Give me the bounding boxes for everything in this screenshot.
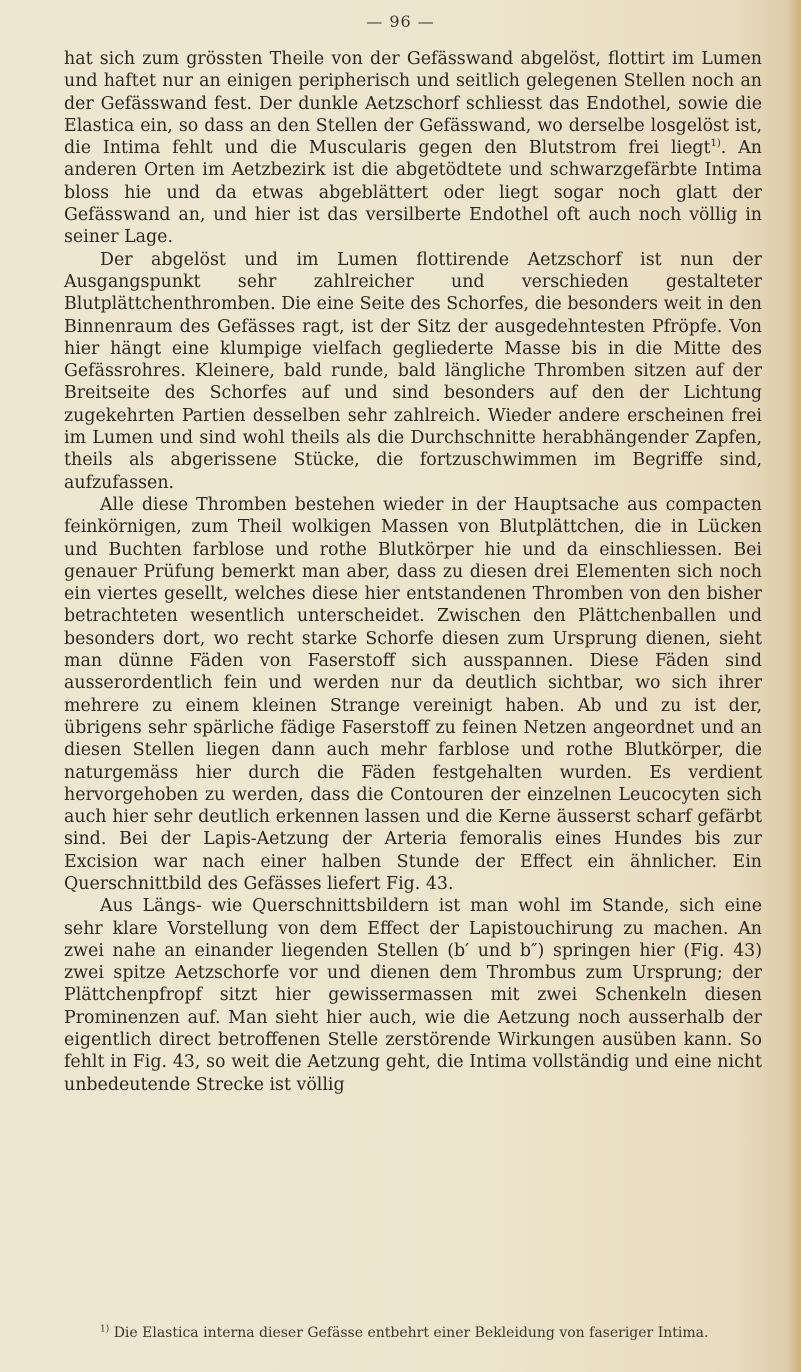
body-text (64, 48, 762, 1096)
footnote-text: Die Elastica interna dieser Gefässe entbehrt einer Bekleidung von faseriger Intima. (109, 1325, 709, 1341)
paragraph-4: Aus Längs- wie Querschnittsbildern ist man wohl im Stande, sich eine sehr klare Vorstellung von dem Effect der Lapistouchirung zu machen. An zwei nahe an einander liegenden Stellen (b′ und b″) springen hier (Fig. 43) zwei spitze Aetzschorfe vor und dienen dem Thrombus zum Ursprung; der Plättchenpfropf sitzt hier gewissermassen mit zwei Schenkeln diesen Prominenzen auf. Man sieht hier auch, wie die Aetzung noch ausserhalb der eigentlich direct betroffenen Stelle zerstörende Wirkungen ausüben kann. So fehlt in Fig. 43, so weit die Aetzung geht, die Intima vollständig und eine nicht unbedeutende Strecke ist völlig (64, 896, 762, 1095)
footnote-reference: 1) (710, 138, 721, 150)
paragraph-3: Alle diese Thromben bestehen wieder in der Hauptsache aus compacten feinkörnigen, zum Theil wolkigen Massen von Blutplättchen, die in Lücken und Buchten farblose und rothe Blutkörper hie und da einschliessen. Bei genauer Prüfung bemerkt man aber, dass zu diesen drei Elementen sich noch ein viertes gesellt, welches diese hier entstandenen Thromben von den bisher betrachteten wesentlich unterscheidet. Zwischen den Plättchenballen und besonders dort, wo recht starke Schorfe diesen zum Ursprung dienen, sieht man dünne Fäden von Faserstoff sich ausspannen. Diese Fäden sind ausserordentlich fein und werden nur da deutlich sichtbar, wo sich ihrer mehrere zu einem kleinen Strange vereinigt haben. Ab und zu ist der, übrigens sehr spärliche fädige Faserstoff zu feinen Netzen angeordnet und an diesen Stellen liegen dann auch mehr farblose und rothe Blutkörper, die naturgemäss hier durch die Fäden festgehalten wurden. Es verdient hervorgehoben zu werden, dass die Contouren der einzelnen Leucocyten sich auch hier sehr deutlich erkennen lassen und die Kerne äusserst scharf gefärbt sind. Bei der Lapis-Aetzung der Arteria femoralis eines Hundes bis zur Excision war nach einer halben Stunde der Effect ein ähnlicher. Ein Querschnittbild des Gefässes liefert Fig. 43. (64, 494, 762, 894)
paragraph-1-text-a: hat sich zum grössten Theile von der Gefässwand abgelöst, flottirt im Lumen und haftet nur an einigen peripherisch und seitlich gelegenen Stellen noch an der Gefässwand fest. Der dunkle Aetzschorf schliesst das Endothel, sowie die Elastica ein, so dass an den Stellen der Gefässwand, wo derselbe losgelöst ist, die Intima fehlt und die Muscularis gegen den Blutstrom frei liegt (64, 49, 762, 159)
page-number: — 96 — (366, 12, 435, 31)
paragraph-2: Der abgelöst und im Lumen flottirende Aetzschorf ist nun der Ausgangspunkt sehr zahlreicher und verschieden gestalteter Blutplättchenthromben. Die eine Seite des Schorfes, die besonders weit in den Binnenraum des Gefässes ragt, ist der Sitz der ausgedehntesten Pfröpfe. Von hier hängt eine klumpige vielfach gegliederte Masse bis in die Mitte des Gefässrohres. Kleinere, bald runde, bald längliche Thromben sitzen auf der Breitseite des Schorfes auf und sind besonders auf den der Lichtung zugekehrten Partien desselben sehr zahlreich. Wieder andere erscheinen frei im Lumen und sind wohl theils als die Durchschnitte herabhängender Zapfen, theils als abgerissene Stücke, die fortzuschwimmen im Begriffe sind, aufzufassen. (64, 249, 762, 493)
paragraph-1-text-b: . An anderen Orten im Aetzbezirk ist die abgetödtete und schwarzgefärbte Intima bloss hie und da etwas abgeblättert oder liegt sogar noch glatt der Gefässwand an, und hier ist das versilberte Endothel oft auch noch völlig in seiner Lage. (64, 138, 762, 248)
footnote-mark: 1) (100, 1324, 110, 1335)
paragraph-1 (64, 48, 762, 249)
footnote (64, 1324, 762, 1342)
page-edge-shadow (787, 0, 801, 1372)
